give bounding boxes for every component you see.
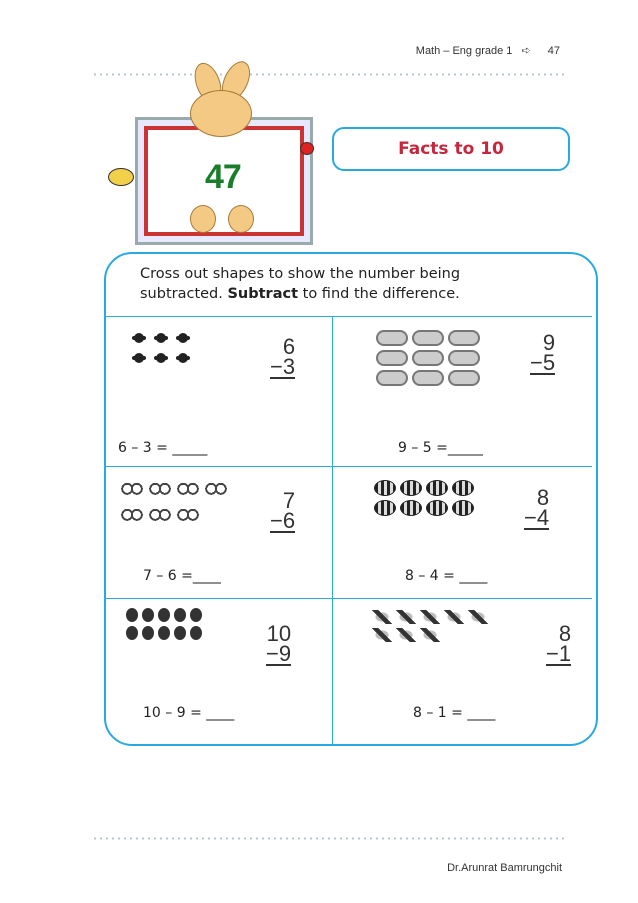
subtrahend: −5 <box>530 350 556 375</box>
worm-icon[interactable] <box>412 370 444 386</box>
bee-icon[interactable] <box>400 480 422 496</box>
equation-answer-field[interactable]: 8 – 4 = ____ <box>405 568 488 584</box>
picture-group <box>374 480 474 516</box>
subtrahend: −9 <box>266 641 292 666</box>
author-footer: Dr.Arunrat Bamrungchit <box>447 862 562 874</box>
worm-icon[interactable] <box>376 350 408 366</box>
vertical-problem <box>270 334 296 379</box>
butterfly-icon[interactable] <box>204 480 228 502</box>
butterfly-icon[interactable] <box>176 506 200 528</box>
equation-answer-field[interactable]: 7 – 6 =____ <box>143 568 221 584</box>
worm-icon[interactable] <box>448 370 480 386</box>
picture-group <box>126 608 202 640</box>
minuend: 6 <box>282 334 296 359</box>
bee-icon[interactable] <box>452 500 474 516</box>
spider-icon[interactable] <box>156 353 166 363</box>
instructions-line-2: subtracted. Subtract to find the difference. <box>140 286 460 302</box>
ladybug-icon <box>300 142 314 155</box>
dragonfly-icon[interactable] <box>396 610 416 624</box>
subtrahend: −6 <box>270 508 296 533</box>
spider-icon[interactable] <box>156 333 166 343</box>
vertical-problem <box>546 621 572 666</box>
minuend: 9 <box>542 330 556 355</box>
picture-group <box>120 480 228 528</box>
top-dotted-divider <box>92 72 565 77</box>
subtrahend: −1 <box>546 641 572 666</box>
worm-icon[interactable] <box>376 330 408 346</box>
picture-group <box>130 330 192 366</box>
worm-icon[interactable] <box>448 330 480 346</box>
page-title: Facts to 10 <box>332 127 570 171</box>
bee-icon[interactable] <box>426 480 448 496</box>
butterfly-icon[interactable] <box>148 480 172 502</box>
bunny-icon <box>190 90 252 137</box>
spider-icon[interactable] <box>178 333 188 343</box>
grid-line <box>106 598 592 599</box>
header-page-number: 47 <box>547 45 560 57</box>
beetle-icon[interactable] <box>158 626 170 640</box>
instructions-bold: Subtract <box>227 286 299 302</box>
beetle-icon[interactable] <box>174 608 186 622</box>
arrow-icon: ➪ <box>521 45 531 57</box>
equation-answer-field[interactable]: 8 – 1 = ____ <box>413 705 496 721</box>
dragonfly-icon[interactable] <box>420 628 440 642</box>
beetle-icon[interactable] <box>126 626 138 640</box>
equation-answer-field[interactable]: 6 – 3 = _____ <box>118 440 208 456</box>
dragonfly-icon[interactable] <box>420 610 440 624</box>
butterfly-icon[interactable] <box>120 506 144 528</box>
equation-answer-field[interactable]: 10 – 9 = ____ <box>143 705 235 721</box>
bee-icon[interactable] <box>374 480 396 496</box>
page-header <box>410 44 560 57</box>
subtrahend: −4 <box>524 505 550 530</box>
beetle-icon[interactable] <box>142 626 154 640</box>
bee-icon[interactable] <box>452 480 474 496</box>
equation-answer-field[interactable]: 9 – 5 =_____ <box>398 440 483 456</box>
dragonfly-icon[interactable] <box>444 610 464 624</box>
minuend: 10 <box>266 621 292 646</box>
bunny-paw-icon <box>228 205 254 233</box>
dragonfly-icon[interactable] <box>396 628 416 642</box>
beetle-icon[interactable] <box>190 626 202 640</box>
vertical-problem <box>524 485 550 530</box>
bee-icon <box>108 168 134 186</box>
worm-icon[interactable] <box>412 350 444 366</box>
dragonfly-icon[interactable] <box>372 610 392 624</box>
bunny-paw-icon <box>190 205 216 233</box>
beetle-icon[interactable] <box>142 608 154 622</box>
worm-icon[interactable] <box>376 370 408 386</box>
bee-icon[interactable] <box>426 500 448 516</box>
dragonfly-icon[interactable] <box>468 610 488 624</box>
beetle-icon[interactable] <box>190 608 202 622</box>
bee-icon[interactable] <box>400 500 422 516</box>
dragonfly-icon[interactable] <box>372 628 392 642</box>
spider-icon[interactable] <box>178 353 188 363</box>
picture-group <box>376 330 480 386</box>
bee-icon[interactable] <box>374 500 396 516</box>
beetle-icon[interactable] <box>158 608 170 622</box>
grid-line <box>106 316 592 317</box>
spider-icon[interactable] <box>134 333 144 343</box>
vertical-problem <box>530 330 556 375</box>
butterfly-icon[interactable] <box>148 506 172 528</box>
header-subject: Math – Eng grade 1 <box>415 45 513 57</box>
instructions-line-1: Cross out shapes to show the number being <box>140 266 461 282</box>
subtrahend: −3 <box>270 354 296 379</box>
vertical-problem <box>266 621 292 666</box>
beetle-icon[interactable] <box>126 608 138 622</box>
minuend: 8 <box>558 621 572 646</box>
grid-line <box>106 466 592 467</box>
worm-icon[interactable] <box>448 350 480 366</box>
grid-divider <box>332 316 333 744</box>
worm-icon[interactable] <box>412 330 444 346</box>
picture-group <box>372 610 488 642</box>
vertical-problem <box>270 488 296 533</box>
butterfly-icon[interactable] <box>120 480 144 502</box>
minuend: 8 <box>536 485 550 510</box>
minuend: 7 <box>282 488 296 513</box>
lesson-number: 47 <box>205 158 241 196</box>
spider-icon[interactable] <box>134 353 144 363</box>
bottom-dotted-divider <box>92 836 565 841</box>
instructions <box>140 264 460 304</box>
butterfly-icon[interactable] <box>176 480 200 502</box>
beetle-icon[interactable] <box>174 626 186 640</box>
